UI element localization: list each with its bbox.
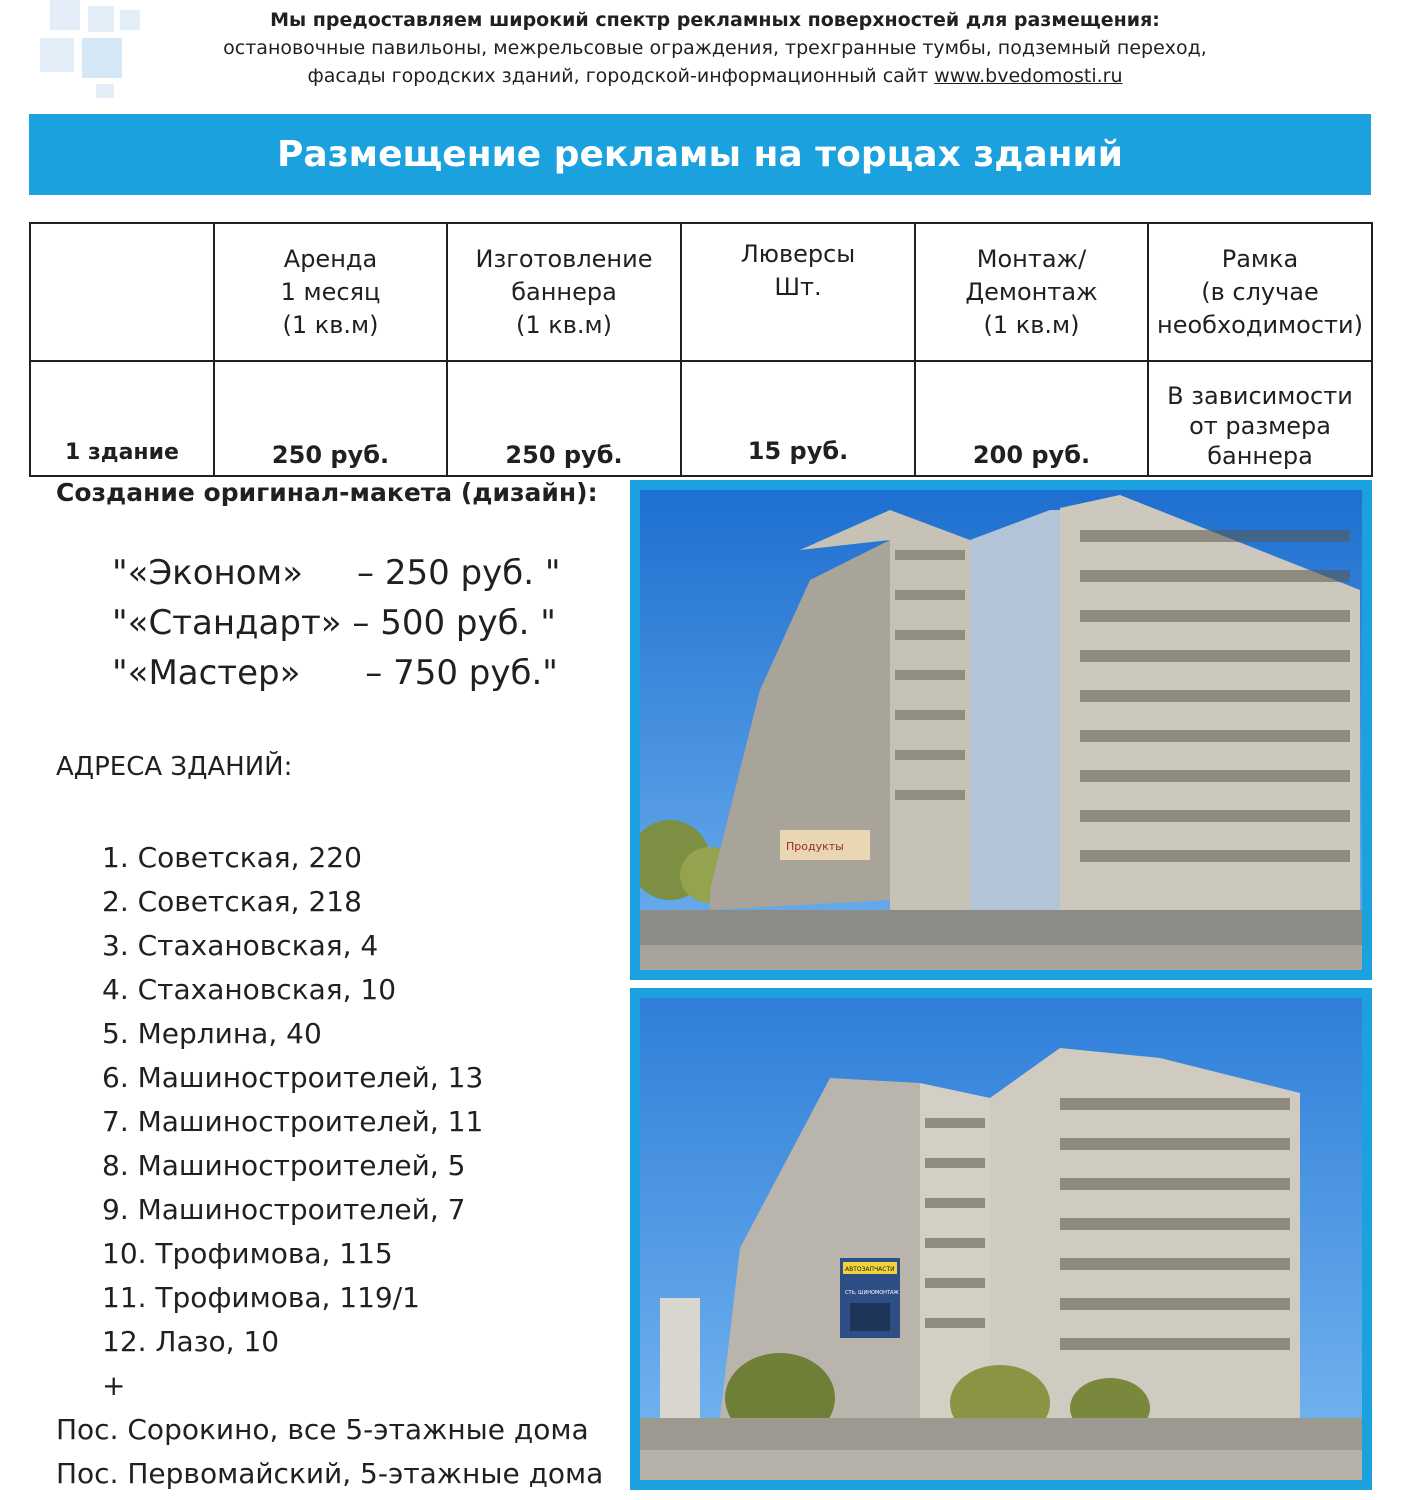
header-cell-rent: Аренда 1 месяц (1 кв.м) xyxy=(214,223,447,361)
design-section-title: Создание оригинал-макета (дизайн): xyxy=(56,478,598,507)
header xyxy=(150,6,1280,90)
tariff-econom: "«Эконом» – 250 руб. " xyxy=(112,553,561,593)
list-item: 7. Машиностроителей, 11 xyxy=(102,1105,484,1138)
building-photo-1-image xyxy=(640,490,1362,970)
price-mounting: 200 руб. xyxy=(915,361,1148,476)
list-item: 3. Стахановская, 4 xyxy=(102,929,379,962)
list-item: Пос. Первомайский, 5-этажные дома xyxy=(56,1457,604,1490)
header-line-2 xyxy=(150,62,1280,90)
page-title-banner: Размещение рекламы на торцах зданий xyxy=(29,114,1371,195)
price-table xyxy=(29,222,1373,477)
auto-parts-sign-text: АВТОЗАПЧАСТИ xyxy=(845,1266,895,1273)
design-tariffs xyxy=(112,548,560,698)
price-frame: В зависимости от размера баннера xyxy=(1148,361,1372,476)
addresses-title: АДРЕСА ЗДАНИЙ: xyxy=(56,752,293,782)
logo-decoration xyxy=(40,0,150,100)
villages-list xyxy=(56,1408,603,1496)
list-item: 9. Машиностроителей, 7 xyxy=(102,1193,466,1226)
row-label: 1 здание xyxy=(30,361,214,476)
list-item: 2. Советская, 218 xyxy=(102,885,362,918)
building-photo-2-image xyxy=(640,998,1362,1480)
tariff-standard: "«Стандарт» – 500 руб. " xyxy=(112,603,556,643)
list-item: 6. Машиностроителей, 13 xyxy=(102,1061,484,1094)
list-item: 12. Лазо, 10 xyxy=(102,1325,280,1358)
list-item: 8. Машиностроителей, 5 xyxy=(102,1149,466,1182)
header-cell-empty xyxy=(30,223,214,361)
header-line-1: остановочные павильоны, межрельсовые ограждения, трехгранные тумбы, подземный переход, xyxy=(223,37,1207,59)
header-line-2-text: фасады городских зданий, городской-информационный сайт xyxy=(307,65,929,87)
list-item: 4. Стахановская, 10 xyxy=(102,973,397,1006)
site-link[interactable]: www.bvedomosti.ru xyxy=(934,65,1123,87)
header-cell-mounting: Монтаж/ Демонтаж (1 кв.м) xyxy=(915,223,1148,361)
building-photo-1 xyxy=(630,480,1372,980)
list-item: 10. Трофимова, 115 xyxy=(102,1237,393,1270)
list-item: 1. Советская, 220 xyxy=(102,841,362,874)
building-photo-2 xyxy=(630,988,1372,1490)
price-banner: 250 руб. xyxy=(447,361,681,476)
plus-sign: + xyxy=(102,1369,126,1402)
list-item: Пос. Сорокино, все 5-этажные дома xyxy=(56,1413,589,1446)
header-cell-frame: Рамка (в случае необходимости) xyxy=(1148,223,1372,361)
price-table-header-row xyxy=(30,223,1372,361)
header-cell-grommets: Люверсы Шт. xyxy=(681,223,915,361)
list-item: 5. Мерлина, 40 xyxy=(102,1017,322,1050)
header-cell-banner: Изготовление баннера (1 кв.м) xyxy=(447,223,681,361)
header-lead: Мы предоставляем широкий спектр рекламных поверхностей для размещения: xyxy=(270,9,1160,31)
tariff-master: "«Мастер» – 750 руб." xyxy=(112,653,558,693)
price-rent: 250 руб. xyxy=(214,361,447,476)
addresses-list xyxy=(102,836,483,1408)
table-row xyxy=(30,361,1372,476)
price-grommets: 15 руб. xyxy=(681,361,915,476)
tire-sign-text: СТЬ, ШИНОМОНТАЖ xyxy=(845,1290,899,1296)
shop-sign-text: Продукты xyxy=(786,840,844,853)
list-item: 11. Трофимова, 119/1 xyxy=(102,1281,420,1314)
